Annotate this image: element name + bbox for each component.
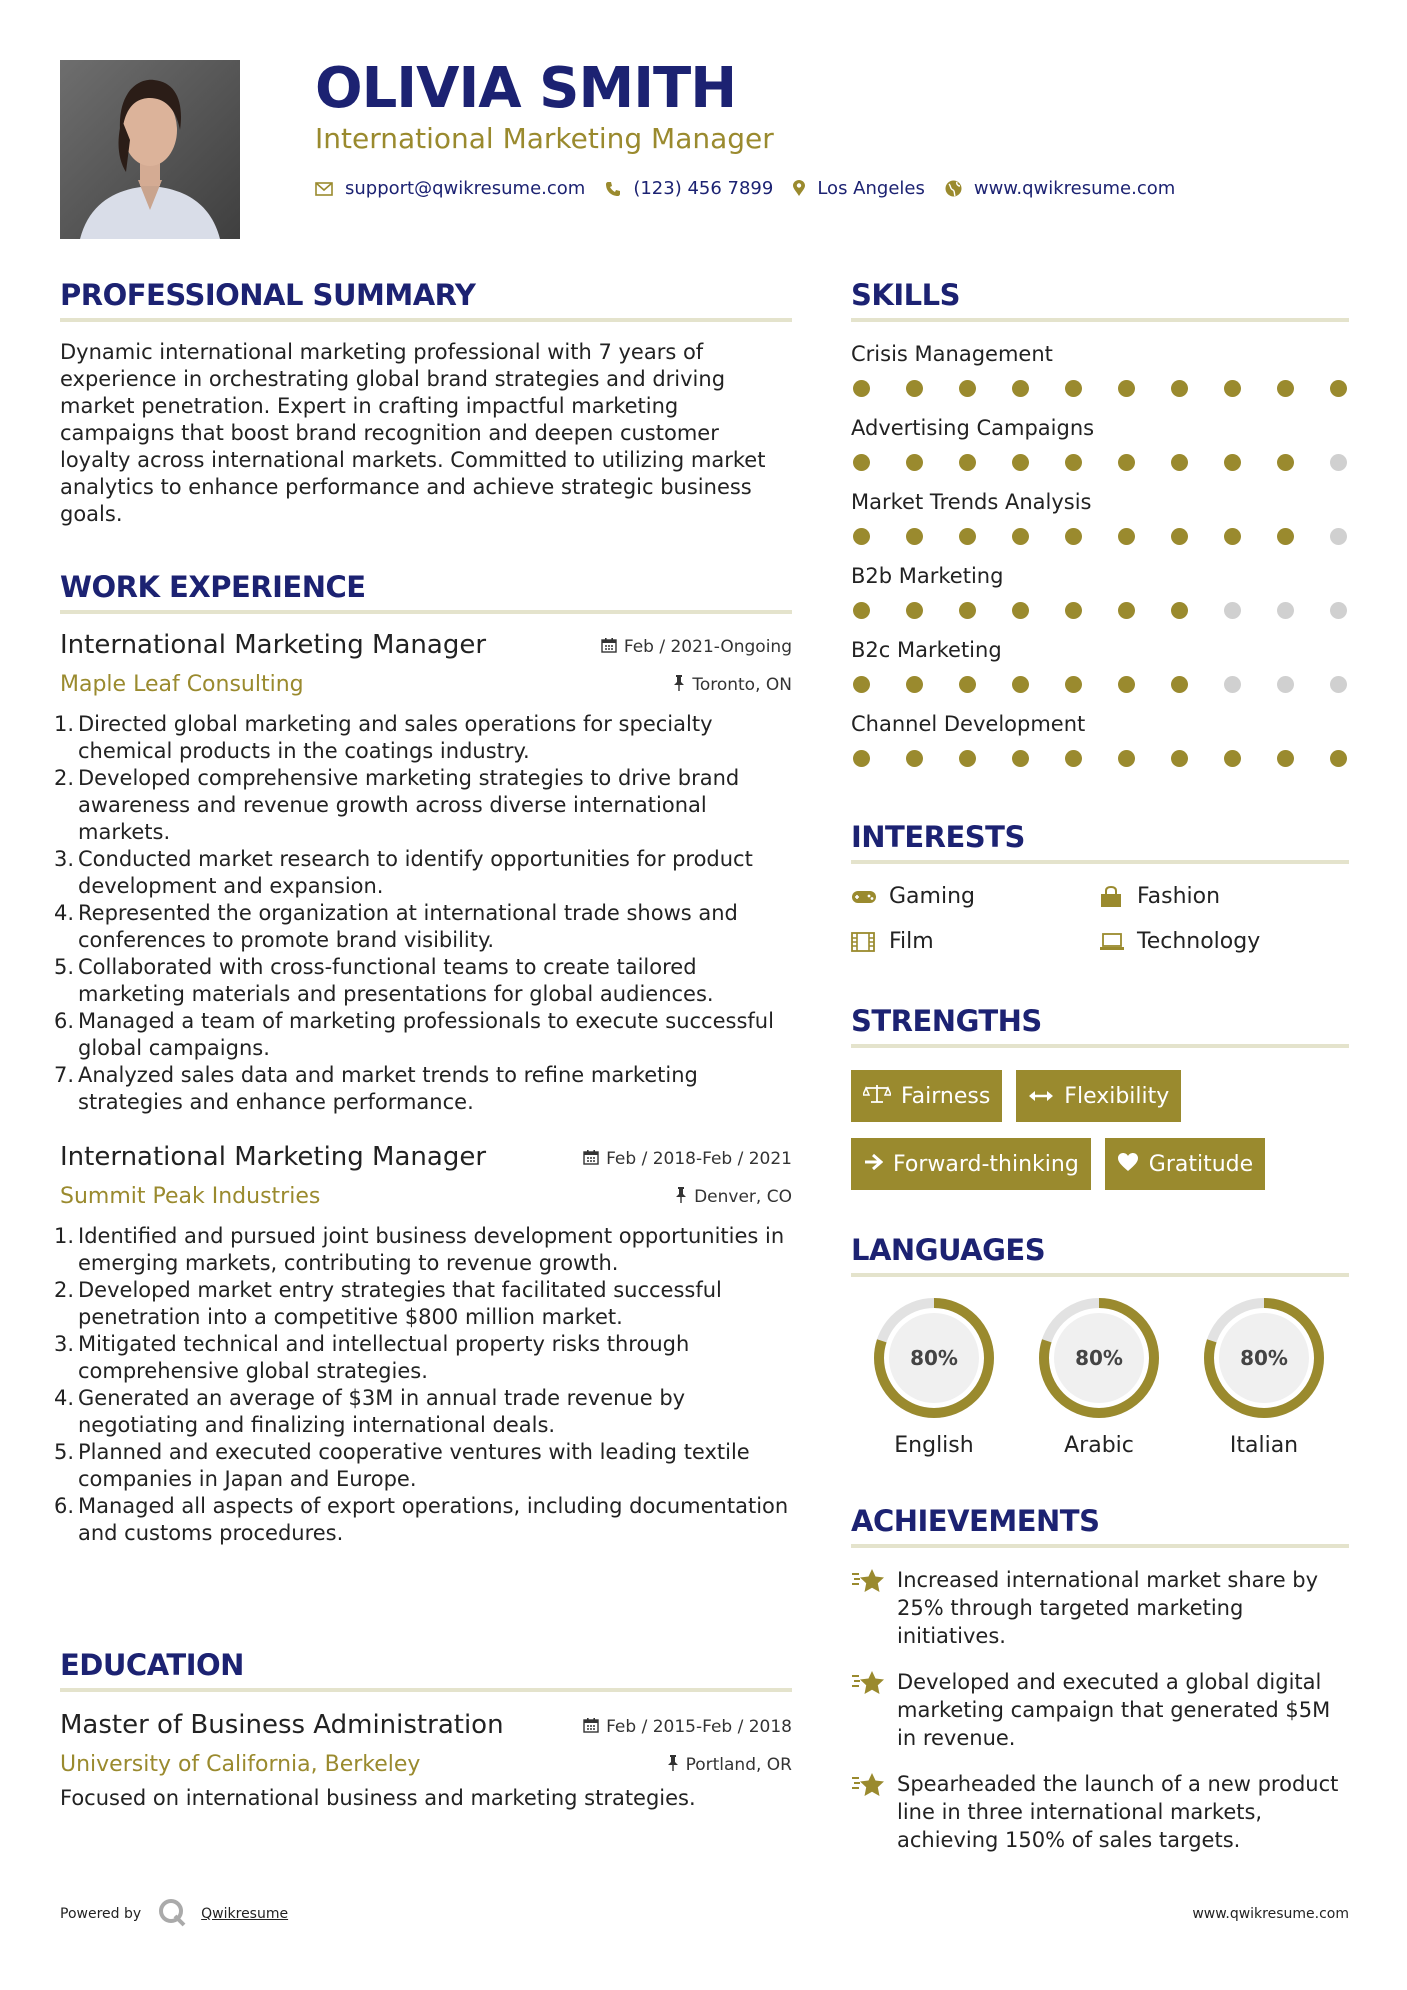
laptop-icon <box>1099 933 1125 951</box>
achievement-item <box>851 1770 1349 1854</box>
skill-rating <box>851 602 1349 619</box>
footer-website[interactable]: www.qwikresume.com <box>1192 1906 1349 1922</box>
education-dates-wrap <box>583 1717 792 1737</box>
rating-dot-filled <box>1277 750 1294 767</box>
rating-dot-filled <box>1118 750 1135 767</box>
strength-tag <box>1016 1070 1181 1122</box>
language-name: Italian <box>1229 1433 1299 1458</box>
rating-dot-filled <box>1065 676 1082 693</box>
rating-dot-filled <box>959 528 976 545</box>
rating-dot-filled <box>853 676 870 693</box>
skills-list <box>851 342 1349 767</box>
strength-tag <box>851 1070 1002 1122</box>
degree-title: Master of Business Administration <box>60 1710 504 1740</box>
skill-name: B2b Marketing <box>851 564 1004 588</box>
language-percent: 80% <box>1240 1346 1288 1370</box>
rating-dot-filled <box>1171 528 1188 545</box>
languages-list <box>851 1295 1349 1458</box>
skills-heading: SKILLS <box>851 278 960 312</box>
skill-rating <box>851 454 1349 471</box>
job-dates-wrap <box>583 1149 792 1169</box>
calendar-icon <box>583 1717 599 1737</box>
film-icon <box>851 932 877 952</box>
skill-item <box>851 638 1349 693</box>
skill-item <box>851 342 1349 397</box>
language-item <box>1016 1295 1182 1458</box>
education-heading: EDUCATION <box>60 1648 244 1682</box>
star-icon <box>851 1770 897 1854</box>
section-divider <box>851 1273 1349 1277</box>
language-name: English <box>894 1433 974 1458</box>
skill-rating <box>851 750 1349 767</box>
list-item: 3. Mitigated technical and intellectual property risks through comprehensive global strategies. <box>54 1332 690 1383</box>
experience-section <box>54 570 792 1547</box>
rating-dot-filled <box>1171 602 1188 619</box>
skill-rating <box>851 528 1349 545</box>
shopping-bag-icon <box>1099 886 1125 908</box>
experience-heading: WORK EXPERIENCE <box>60 570 366 604</box>
rating-dot-filled <box>1012 602 1029 619</box>
strength-label: Flexibility <box>1064 1083 1170 1109</box>
pushpin-icon <box>667 1755 679 1775</box>
rating-dot-filled <box>1277 380 1294 397</box>
job-dates: Feb / 2021-Ongoing <box>623 637 792 657</box>
globe-icon <box>945 180 962 197</box>
star-icon <box>851 1668 897 1752</box>
language-percent: 80% <box>1075 1346 1123 1370</box>
rating-dot-filled <box>1012 676 1029 693</box>
interest-label: Gaming <box>889 884 975 909</box>
interest-item <box>1099 929 1349 954</box>
rating-dot-filled <box>1012 528 1029 545</box>
rating-dot-filled <box>959 602 976 619</box>
rating-dot-empty <box>1330 676 1347 693</box>
job-entry <box>54 1142 792 1547</box>
achievement-item <box>851 1668 1349 1752</box>
skill-item <box>851 712 1349 767</box>
job-title: International Marketing Manager <box>60 1142 487 1172</box>
rating-dot-empty <box>1277 676 1294 693</box>
language-item <box>851 1295 1017 1458</box>
rating-dot-filled <box>959 750 976 767</box>
rating-dot-filled <box>1065 602 1082 619</box>
contact-phone[interactable]: (123) 456 7899 <box>633 178 774 199</box>
rating-dot-filled <box>959 676 976 693</box>
rating-dot-filled <box>906 454 923 471</box>
section-divider <box>60 1688 792 1692</box>
rating-dot-filled <box>1118 602 1135 619</box>
list-item: 5. Planned and executed cooperative ventures with leading textile companies in Japan and Europe. <box>54 1440 750 1491</box>
pushpin-icon <box>673 675 685 695</box>
strengths-list <box>851 1070 1349 1190</box>
education-location-wrap <box>667 1755 792 1775</box>
language-ring <box>1036 1295 1162 1421</box>
job-location-wrap <box>673 675 792 695</box>
rating-dot-filled <box>853 750 870 767</box>
skill-item <box>851 416 1349 471</box>
calendar-icon <box>601 637 617 657</box>
rating-dot-filled <box>1012 750 1029 767</box>
interests-section <box>851 820 1349 954</box>
list-item: 1. Identified and pursued joint business development opportunities in emerging markets, contributing to revenue growth. <box>54 1224 785 1275</box>
skill-name: Advertising Campaigns <box>851 416 1095 440</box>
heart-icon <box>1117 1152 1139 1177</box>
section-divider <box>851 860 1349 864</box>
rating-dot-filled <box>1118 676 1135 693</box>
calendar-icon <box>583 1149 599 1169</box>
interest-item <box>851 929 1099 954</box>
footer-powered-by <box>60 1897 288 1931</box>
section-divider <box>851 318 1349 322</box>
job-dates-wrap <box>601 637 792 657</box>
rating-dot-empty <box>1224 602 1241 619</box>
interest-item <box>851 884 1099 909</box>
company-name: Summit Peak Industries <box>60 1184 321 1209</box>
interest-item <box>1099 884 1349 909</box>
skill-rating <box>851 380 1349 397</box>
rating-dot-filled <box>1171 380 1188 397</box>
strength-tag <box>851 1138 1091 1190</box>
candidate-name: OLIVIA SMITH <box>315 56 737 121</box>
strengths-section <box>851 1004 1349 1190</box>
qwikresume-logo-icon <box>157 1897 187 1931</box>
job-bullets <box>54 1223 792 1547</box>
interest-label: Film <box>889 929 934 954</box>
strength-label: Fairness <box>901 1083 991 1109</box>
skills-section <box>851 278 1349 767</box>
arrow-right-icon <box>863 1152 883 1176</box>
skill-name: Crisis Management <box>851 342 1053 366</box>
rating-dot-filled <box>1224 380 1241 397</box>
section-divider <box>851 1544 1349 1548</box>
rating-dot-empty <box>1224 676 1241 693</box>
rating-dot-filled <box>1330 750 1347 767</box>
rating-dot-filled <box>853 380 870 397</box>
job-entry <box>54 630 792 1116</box>
job-location: Denver, CO <box>694 1187 792 1207</box>
rating-dot-filled <box>1277 528 1294 545</box>
achievement-text: Developed and executed a global digital marketing campaign that generated $5M in revenue. <box>897 1670 1331 1750</box>
summary-heading: PROFESSIONAL SUMMARY <box>60 278 476 312</box>
rating-dot-filled <box>1224 750 1241 767</box>
achievements-heading: ACHIEVEMENTS <box>851 1504 1100 1538</box>
rating-dot-empty <box>1277 602 1294 619</box>
rating-dot-filled <box>1224 454 1241 471</box>
rating-dot-filled <box>906 602 923 619</box>
language-percent: 80% <box>910 1346 958 1370</box>
list-item: 4. Represented the organization at international trade shows and conferences to promote brand visibility. <box>54 901 738 952</box>
rating-dot-empty <box>1330 454 1347 471</box>
rating-dot-empty <box>1330 602 1347 619</box>
list-item: 2. Developed comprehensive marketing strategies to drive brand awareness and revenue growth across diverse international markets. <box>54 766 740 844</box>
company-name: Maple Leaf Consulting <box>60 672 304 697</box>
language-ring <box>1201 1295 1327 1421</box>
skill-name: Channel Development <box>851 712 1086 736</box>
section-divider <box>851 1044 1349 1048</box>
interest-label: Fashion <box>1137 884 1221 909</box>
strength-label: Forward-thinking <box>893 1151 1079 1177</box>
list-item: 1. Directed global marketing and sales operations for specialty chemical products in the coatings industry. <box>54 712 713 763</box>
rating-dot-filled <box>1277 454 1294 471</box>
powered-by-text: Powered by <box>60 1906 142 1922</box>
education-location: Portland, OR <box>685 1755 792 1775</box>
rating-dot-filled <box>1012 380 1029 397</box>
profile-photo <box>60 60 240 239</box>
list-item: 2. Developed market entry strategies that facilitated successful penetration into a competitive $800 million market. <box>54 1278 722 1329</box>
job-location-wrap <box>675 1187 792 1207</box>
rating-dot-filled <box>853 602 870 619</box>
skill-item <box>851 490 1349 545</box>
rating-dot-filled <box>1171 454 1188 471</box>
skill-name: B2c Marketing <box>851 638 1002 662</box>
skill-item <box>851 564 1349 619</box>
job-location: Toronto, ON <box>692 675 792 695</box>
interests-list <box>851 884 1349 954</box>
strength-label: Gratitude <box>1148 1151 1254 1177</box>
summary-section <box>60 278 792 528</box>
education-dates: Feb / 2015-Feb / 2018 <box>606 1717 792 1737</box>
section-divider <box>60 610 792 614</box>
map-marker-icon <box>793 180 805 197</box>
list-item: 6. Managed all aspects of export operations, including documentation and customs procedures. <box>54 1494 789 1545</box>
list-item: 4. Generated an average of $3M in annual trade revenue by negotiating and finalizing international deals. <box>54 1386 686 1437</box>
languages-section <box>851 1233 1349 1458</box>
arrows-horizontal-icon <box>1028 1084 1054 1108</box>
achievement-text: Spearheaded the launch of a new product line in three international markets, achieving 150% of sales targets. <box>897 1772 1339 1852</box>
rating-dot-filled <box>1224 528 1241 545</box>
pushpin-icon <box>675 1187 687 1207</box>
job-bullets <box>54 711 792 1116</box>
school-name: University of California, Berkeley <box>60 1752 421 1777</box>
education-description: Focused on international business and marketing strategies. <box>60 1786 696 1810</box>
rating-dot-filled <box>1065 454 1082 471</box>
rating-dot-filled <box>906 380 923 397</box>
rating-dot-filled <box>853 528 870 545</box>
education-section <box>60 1648 792 1812</box>
summary-text: Dynamic international marketing professional with 7 years of experience in orchestrating global brand strategies and driving market penetration. Expert in crafting impactful marketing campaigns that boost brand recognition and deepen customer loyalty across international markets. Committed to utilizing market analytics to enhance performance and achieve strategic business goals. <box>60 340 766 526</box>
rating-dot-filled <box>1065 528 1082 545</box>
list-item: 5. Collaborated with cross-functional teams to create tailored marketing materials and presentations for global audiences. <box>54 955 714 1006</box>
rating-dot-filled <box>1118 528 1135 545</box>
envelope-icon <box>315 182 333 196</box>
contact-website[interactable]: www.qwikresume.com <box>973 178 1176 199</box>
rating-dot-filled <box>1171 750 1188 767</box>
list-item: 7. Analyzed sales data and market trends to refine marketing strategies and enhance performance. <box>54 1063 698 1114</box>
achievements-section <box>851 1504 1349 1854</box>
job-dates: Feb / 2018-Feb / 2021 <box>606 1149 792 1169</box>
phone-icon <box>605 181 621 197</box>
rating-dot-filled <box>1065 380 1082 397</box>
contact-email[interactable]: support@qwikresume.com <box>345 178 586 199</box>
gamepad-icon <box>851 889 877 905</box>
star-icon <box>851 1566 897 1650</box>
language-ring <box>871 1295 997 1421</box>
achievement-text: Increased international market share by 25% through targeted marketing initiatives. <box>897 1568 1319 1648</box>
balance-scale-icon <box>863 1084 891 1109</box>
rating-dot-filled <box>1118 454 1135 471</box>
strengths-heading: STRENGTHS <box>851 1004 1042 1038</box>
interests-heading: INTERESTS <box>851 820 1025 854</box>
language-name: Arabic <box>1064 1433 1134 1458</box>
strength-tag <box>1105 1138 1265 1190</box>
section-divider <box>60 318 792 322</box>
rating-dot-filled <box>906 676 923 693</box>
rating-dot-filled <box>1118 380 1135 397</box>
rating-dot-filled <box>959 380 976 397</box>
contact-location: Los Angeles <box>817 178 925 199</box>
rating-dot-empty <box>1330 528 1347 545</box>
interest-label: Technology <box>1137 929 1261 954</box>
rating-dot-filled <box>959 454 976 471</box>
contact-bar <box>315 178 1195 199</box>
rating-dot-filled <box>906 750 923 767</box>
skill-name: Market Trends Analysis <box>851 490 1092 514</box>
language-item <box>1181 1295 1347 1458</box>
rating-dot-filled <box>1065 750 1082 767</box>
list-item: 3. Conducted market research to identify opportunities for product development and expansion. <box>54 847 753 898</box>
list-item: 6. Managed a team of marketing professionals to execute successful global campaigns. <box>54 1009 774 1060</box>
candidate-role: International Marketing Manager <box>315 122 774 155</box>
rating-dot-filled <box>853 454 870 471</box>
rating-dot-filled <box>906 528 923 545</box>
rating-dot-filled <box>1330 380 1347 397</box>
job-title: International Marketing Manager <box>60 630 487 660</box>
achievements-list <box>851 1566 1349 1854</box>
skill-rating <box>851 676 1349 693</box>
achievement-item <box>851 1566 1349 1650</box>
footer-brand-link[interactable]: Qwikresume <box>201 1906 289 1922</box>
languages-heading: LANGUAGES <box>851 1233 1046 1267</box>
rating-dot-filled <box>1171 676 1188 693</box>
rating-dot-filled <box>1012 454 1029 471</box>
